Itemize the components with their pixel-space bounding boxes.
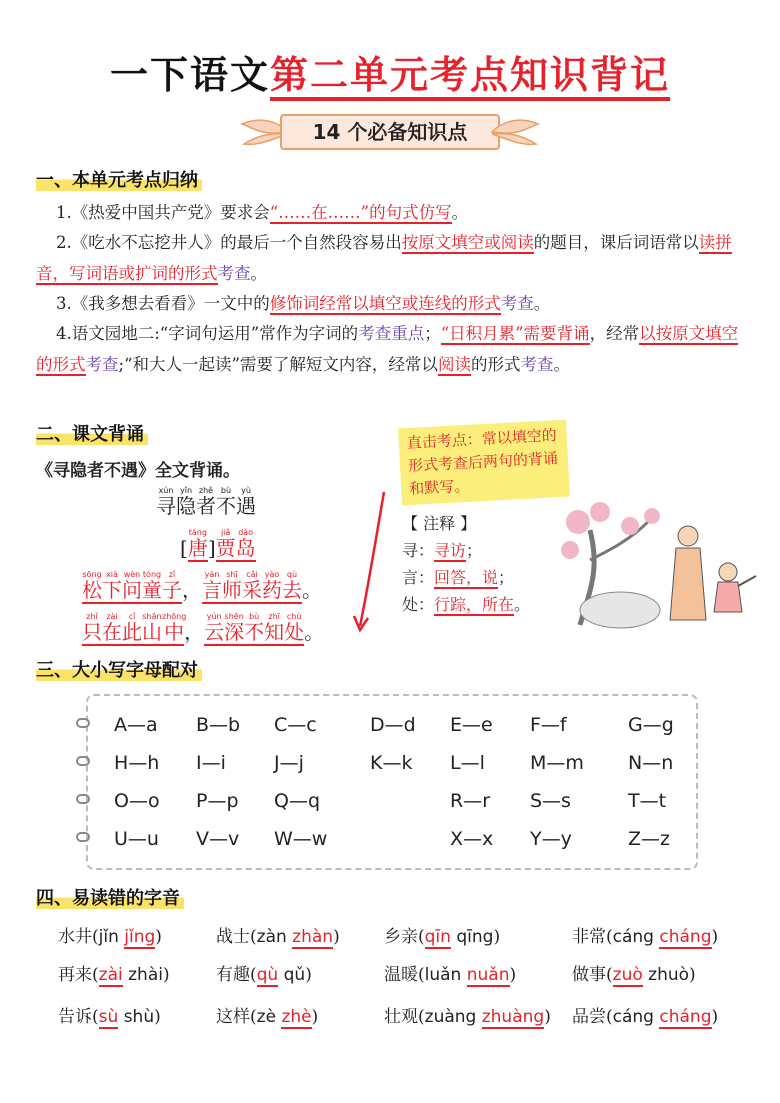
poem-char: 松sōng bbox=[82, 570, 102, 602]
poem-char: 师shī bbox=[222, 570, 242, 602]
poem-line1b bbox=[202, 570, 302, 604]
bracket-left: [ bbox=[180, 536, 188, 560]
word: 做事( bbox=[572, 965, 613, 985]
letter-pair: I—i bbox=[196, 752, 226, 774]
word: 水井( bbox=[58, 927, 99, 947]
close-paren: ) bbox=[154, 1007, 161, 1027]
poem-char: 山shān bbox=[142, 612, 162, 644]
p4-e: ，经常 bbox=[589, 324, 640, 343]
pronunciation-item bbox=[384, 922, 500, 947]
comma-2: ， bbox=[184, 620, 205, 644]
pinyin-option: qīng bbox=[456, 927, 494, 947]
pinyin-option: sù bbox=[98, 1007, 119, 1027]
leaf-right-icon bbox=[490, 116, 540, 148]
pronunciation-item bbox=[572, 960, 696, 985]
pinyin-option: luǎn bbox=[424, 965, 462, 985]
poem-char: 在zài bbox=[102, 612, 122, 644]
section-1-heading bbox=[36, 166, 202, 192]
close-paren: ) bbox=[155, 927, 162, 947]
section-4-heading bbox=[36, 884, 184, 910]
letter-pair: F—f bbox=[530, 714, 567, 736]
poem-author bbox=[215, 528, 256, 562]
point-3 bbox=[56, 289, 746, 320]
letter-pair: H—h bbox=[114, 752, 160, 774]
letter-pair: L—l bbox=[450, 752, 485, 774]
pinyin-option: nuǎn bbox=[466, 965, 510, 985]
poem-char: 贾jiǎ bbox=[215, 528, 236, 560]
close-paren: ) bbox=[711, 1007, 719, 1027]
poem-char: 唐táng bbox=[187, 528, 208, 560]
pinyin-option: cáng bbox=[612, 927, 654, 947]
p1-a: 1.《热爱中国共产党》要求会 bbox=[56, 203, 270, 222]
close-paren: ) bbox=[689, 965, 696, 985]
p2-d: 读拼音，写词语或扩词的形式 bbox=[36, 233, 732, 283]
p2-f: 。 bbox=[250, 263, 267, 283]
title-black: 一下语文 bbox=[109, 53, 270, 97]
pinyin-option: zhuò bbox=[648, 965, 690, 985]
close-paren: ) bbox=[311, 1007, 319, 1027]
letter-pair: K—k bbox=[370, 752, 413, 774]
point-2 bbox=[36, 228, 746, 289]
pinyin-option: jǐn bbox=[98, 927, 119, 947]
p3-d: 。 bbox=[533, 294, 551, 313]
poem-char: 只zhǐ bbox=[82, 612, 102, 644]
letter-pair: J—j bbox=[274, 752, 304, 774]
letter-row bbox=[88, 752, 696, 782]
poem-char: 岛dǎo bbox=[235, 528, 256, 560]
notes-heading: 【 注释 】 bbox=[402, 514, 477, 533]
pinyin-option: qǔ bbox=[283, 965, 306, 985]
poem-dynasty bbox=[187, 528, 208, 562]
p4-i: 阅读 bbox=[437, 354, 471, 374]
poem-intro: 《寻隐者不遇》全文背诵。 bbox=[36, 461, 240, 481]
poem-char: 深shēn bbox=[224, 612, 245, 644]
poem-char: 不bù bbox=[244, 612, 265, 644]
letter-pair: P—p bbox=[196, 790, 239, 812]
poem-char: 云yún bbox=[204, 612, 225, 644]
pinyin-option: cháng bbox=[659, 927, 712, 947]
pinyin-option: zuàng bbox=[424, 1007, 477, 1027]
poem-char: 知zhī bbox=[264, 612, 285, 644]
pronunciation-item bbox=[572, 1002, 718, 1027]
section-2-text: 二、课文背诵 bbox=[36, 424, 148, 445]
poem-char: 隐yǐn bbox=[176, 486, 196, 518]
letter-pair: B—b bbox=[196, 714, 241, 736]
pronunciation-item bbox=[572, 922, 718, 947]
poem-char: 寻xún bbox=[156, 486, 176, 518]
letter-pair: S—s bbox=[530, 790, 571, 812]
section-1-text: 一、本单元考点归纳 bbox=[36, 170, 202, 191]
poem-char: 下xià bbox=[102, 570, 122, 602]
note-row bbox=[402, 591, 530, 618]
p3-a: 3.《我多想去看看》一文中的 bbox=[56, 294, 270, 313]
note-key: 寻： bbox=[402, 541, 435, 560]
poem-char: 处chù bbox=[284, 612, 305, 644]
poem-line-2 bbox=[82, 612, 324, 645]
word: 再来( bbox=[58, 965, 99, 985]
pronunciation-item bbox=[384, 960, 516, 985]
close-paren: ) bbox=[493, 927, 501, 947]
letter-pair: C—c bbox=[274, 714, 317, 736]
letter-pair: T—t bbox=[628, 790, 667, 812]
letter-pair: W—w bbox=[274, 828, 328, 850]
section-2-heading bbox=[36, 420, 148, 446]
poem-char: 中zhōng bbox=[162, 612, 187, 644]
letter-pair: M—m bbox=[530, 752, 584, 774]
p4-h: ;“和大人一起读”需要了解短文内容，经常以 bbox=[118, 354, 438, 374]
section-3-text: 三、大小写字母配对 bbox=[36, 660, 202, 681]
letter-pair: A—a bbox=[114, 714, 158, 736]
page-title bbox=[0, 44, 780, 99]
letter-pair: N—n bbox=[628, 752, 674, 774]
note-end: ； bbox=[498, 568, 515, 587]
letter-pair: R—r bbox=[450, 790, 491, 812]
section-4-text: 四、易读错的字音 bbox=[36, 888, 184, 909]
letter-pair: E—e bbox=[450, 714, 493, 736]
pronunciation-item bbox=[58, 922, 162, 947]
p4-a: 4.语文园地二:“字词句运用”常作为字词的 bbox=[56, 324, 359, 343]
word: 这样( bbox=[216, 1007, 257, 1027]
pronunciation-item bbox=[384, 1002, 551, 1027]
note-value: 寻访 bbox=[434, 541, 467, 560]
letter-row bbox=[88, 828, 696, 858]
poem-char: 遇yù bbox=[236, 486, 256, 518]
comma-1: ， bbox=[182, 578, 202, 602]
point-1 bbox=[56, 198, 746, 229]
word: 壮观( bbox=[384, 1007, 425, 1027]
poem-char: 者zhě bbox=[196, 486, 216, 518]
pinyin-option: cáng bbox=[612, 1007, 654, 1027]
note-row bbox=[402, 537, 530, 564]
p4-c: ； bbox=[424, 324, 441, 343]
word: 非常( bbox=[572, 927, 613, 947]
note-row bbox=[402, 564, 530, 591]
badge-ribbon bbox=[240, 108, 540, 154]
pronunciation-item bbox=[58, 960, 170, 985]
p3-b: 修饰词经常以填空或连线的形式 bbox=[269, 294, 501, 313]
word: 品尝( bbox=[572, 1007, 613, 1027]
bracket-right: ] bbox=[207, 536, 216, 560]
p4-k: 考查 bbox=[520, 354, 554, 374]
letter-pair: D—d bbox=[370, 714, 416, 736]
close-paren: ) bbox=[305, 965, 312, 985]
letter-row bbox=[88, 790, 696, 820]
p2-a: 2.《吃水不忘挖井人》的最后一个自然段容易出 bbox=[56, 233, 402, 252]
word: 温暖( bbox=[384, 965, 425, 985]
poem-char: 言yán bbox=[202, 570, 222, 602]
close-paren: ) bbox=[333, 927, 340, 947]
close-paren: ) bbox=[162, 965, 170, 985]
poem-char: 采cǎi bbox=[242, 570, 262, 602]
pinyin-option: zhài bbox=[128, 965, 163, 985]
note-value: 回答，说 bbox=[434, 568, 499, 587]
pinyin-option: zuò bbox=[612, 965, 643, 985]
p4-f: 以按原文填空的形式 bbox=[36, 324, 739, 374]
callout-note: 直击考点：常以填空的形式考查后两句的背诵和默写。 bbox=[398, 420, 570, 506]
arrow-down-icon bbox=[350, 488, 390, 638]
pronunciation-item bbox=[216, 922, 340, 947]
poem-title bbox=[156, 486, 256, 519]
letter-pair: O—o bbox=[114, 790, 160, 812]
pinyin-option: zhè bbox=[281, 1007, 312, 1027]
pronunciation-item bbox=[216, 960, 312, 985]
poem-char: 药yào bbox=[262, 570, 282, 602]
pinyin-option: zhàn bbox=[292, 927, 334, 947]
note-end: 。 bbox=[514, 595, 531, 614]
pinyin-option: cháng bbox=[659, 1007, 712, 1027]
p4-g: 考查 bbox=[85, 354, 119, 374]
badge-text: 14 个必备知识点 bbox=[280, 114, 500, 150]
pinyin-option: qīn bbox=[424, 927, 451, 947]
p2-b: 按原文填空或阅读 bbox=[401, 233, 534, 252]
pinyin-option: zàn bbox=[256, 927, 287, 947]
note-key: 言： bbox=[402, 568, 435, 587]
note-key: 处： bbox=[402, 595, 435, 614]
note-end: ； bbox=[466, 541, 483, 560]
p1-b: “……在……”的句式仿写 bbox=[269, 203, 452, 222]
pinyin-option: zài bbox=[98, 965, 123, 985]
pronunciation-item bbox=[216, 1002, 318, 1027]
note-value: 行踪，所在 bbox=[434, 595, 515, 614]
word: 告诉( bbox=[58, 1007, 99, 1027]
title-red: 第二单元考点知识背记 bbox=[270, 53, 670, 101]
letter-row bbox=[88, 714, 696, 744]
close-paren: ) bbox=[711, 927, 719, 947]
p4-l: 。 bbox=[553, 354, 570, 374]
poem-illustration bbox=[560, 500, 760, 630]
letter-pair: Q—q bbox=[274, 790, 321, 812]
letter-pair: U—u bbox=[114, 828, 159, 850]
word: 有趣( bbox=[216, 965, 257, 985]
poem-line2a bbox=[82, 612, 187, 646]
poem-char: 此cǐ bbox=[122, 612, 142, 644]
pinyin-option: zè bbox=[256, 1007, 277, 1027]
letter-pair: Y—y bbox=[530, 828, 572, 850]
p4-d: “日积月累”需要背诵 bbox=[440, 324, 590, 343]
period-2: 。 bbox=[304, 620, 325, 644]
poem-title-chars bbox=[156, 486, 256, 518]
poem-char: 问wèn bbox=[122, 570, 142, 602]
p2-c: 的题目，课后词语常以 bbox=[533, 233, 699, 252]
p1-c: 。 bbox=[451, 203, 469, 222]
letter-pair: X—x bbox=[450, 828, 494, 850]
letter-pair: V—v bbox=[196, 828, 240, 850]
poem-char: 子zǐ bbox=[162, 570, 182, 602]
pinyin-option: qù bbox=[256, 965, 279, 985]
pinyin-option: shù bbox=[123, 1007, 155, 1027]
section-3-heading bbox=[36, 656, 202, 682]
letter-pairs-box bbox=[86, 694, 698, 870]
letter-pair: G—g bbox=[628, 714, 674, 736]
poem-char: 去qù bbox=[282, 570, 302, 602]
poem-line-1 bbox=[82, 570, 322, 603]
word: 乡亲( bbox=[384, 927, 425, 947]
p4-b: 考查重点 bbox=[358, 324, 425, 343]
period-1: 。 bbox=[302, 578, 322, 602]
poem-char: 不bù bbox=[216, 486, 236, 518]
close-paren: ) bbox=[509, 965, 517, 985]
poem-char: 童tóng bbox=[142, 570, 162, 602]
letter-pair: Z—z bbox=[628, 828, 670, 850]
poem-line2b bbox=[204, 612, 305, 646]
p3-c: 考查 bbox=[500, 294, 534, 313]
p4-j: 的形式 bbox=[470, 354, 521, 374]
point-4 bbox=[36, 319, 746, 380]
poem-author-line bbox=[180, 528, 256, 561]
notes-block bbox=[402, 510, 530, 618]
word: 战士( bbox=[216, 927, 257, 947]
poem-line1a bbox=[82, 570, 182, 604]
p2-e: 考查 bbox=[217, 263, 251, 283]
pronunciation-item bbox=[58, 1002, 161, 1027]
pinyin-option: zhuàng bbox=[481, 1007, 545, 1027]
close-paren: ) bbox=[544, 1007, 551, 1027]
pinyin-option: jǐng bbox=[124, 927, 156, 947]
